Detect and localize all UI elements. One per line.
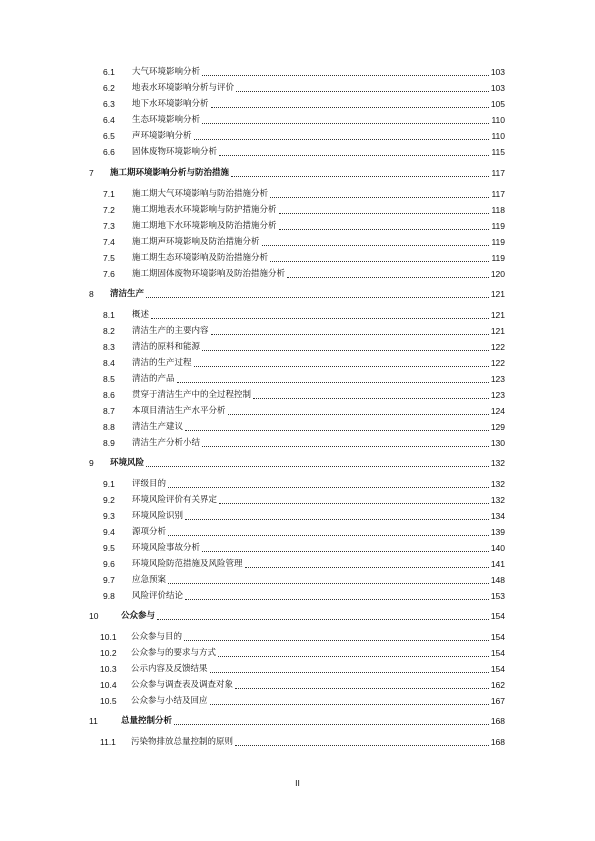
toc-entry-page: 132 [490,479,505,489]
toc-entry-title: 总量控制分析 [121,716,173,726]
toc-entry-page: 119 [491,253,505,263]
toc-leader-dots [194,365,489,367]
toc-entry-title: 清洁的生产过程 [132,358,192,368]
toc-entry-number: 8.3 [103,342,115,352]
toc-leader-dots [185,518,489,520]
toc-entry-title: 施工期生态环境影响及防治措施分析 [132,253,269,263]
toc-entry-title: 地下水环境影响分析 [132,99,209,109]
toc-entry-page: 122 [490,342,505,352]
toc-entry-page: 140 [490,543,505,553]
toc-leader-dots [228,413,489,415]
toc-entry-page: 124 [490,406,505,416]
toc-entry-number: 9.2 [103,495,115,505]
toc-entry[interactable] [0,694,595,708]
toc-entry-number: 6.4 [103,115,115,125]
toc-entry-page: 103 [490,67,505,77]
toc-entry-title: 公众参与的要求与方式 [131,648,217,658]
toc-leader-dots [210,671,489,673]
toc-leader-dots [235,744,489,746]
toc-entry-page: 168 [490,716,505,726]
toc-leader-dots [211,333,489,335]
toc-entry[interactable] [0,646,595,660]
toc-entry[interactable] [0,129,595,143]
toc-entry[interactable] [0,113,595,127]
toc-entry-page: 110 [491,115,505,125]
page-number: II [295,778,300,788]
toc-entry-page: 121 [490,326,505,336]
toc-entry[interactable] [0,456,595,470]
toc-entry[interactable] [0,678,595,692]
toc-entry-title: 清洁生产的主要内容 [132,326,209,336]
toc-entry-title: 清洁的原料和能源 [132,342,201,352]
toc-entry-number: 9.5 [103,543,115,553]
toc-entry-page: 119 [491,221,505,231]
toc-entry-page: 148 [490,575,505,585]
toc-leader-dots [219,502,489,504]
toc-entry[interactable] [0,493,595,507]
toc-entry[interactable] [0,81,595,95]
toc-entry-title: 公众参与目的 [131,632,183,642]
toc-entry[interactable] [0,541,595,555]
toc-entry[interactable] [0,557,595,571]
toc-entry-number: 7.6 [103,269,115,279]
toc-entry[interactable] [0,235,595,249]
toc-entry-page: 123 [490,390,505,400]
toc-entry[interactable] [0,573,595,587]
toc-entry-page: 121 [490,289,505,299]
toc-entry[interactable] [0,145,595,159]
toc-entry-page: 154 [490,648,505,658]
toc-entry-page: 123 [490,374,505,384]
toc-entry-number: 9.7 [103,575,115,585]
toc-entry-number: 6.5 [103,131,115,141]
toc-entry-number: 8 [89,289,94,299]
toc-leader-dots [202,122,489,124]
toc-entry[interactable] [0,436,595,450]
toc-entry-page: 130 [490,438,505,448]
toc-entry-page: 129 [490,422,505,432]
toc-entry[interactable] [0,630,595,644]
toc-entry[interactable] [0,340,595,354]
toc-leader-dots [235,687,489,689]
toc-entry-title: 清洁的产品 [132,374,175,384]
toc-leader-dots [202,550,489,552]
toc-entry-page: 168 [490,737,505,747]
toc-entry-title: 清洁生产分析小结 [132,438,201,448]
toc-entry-page: 117 [491,189,505,199]
toc-leader-dots [157,618,489,620]
toc-entry-title: 贯穿于清洁生产中的全过程控制 [132,390,252,400]
toc-entry-number: 6.3 [103,99,115,109]
toc-entry-title: 声环境影响分析 [132,131,192,141]
toc-entry-page: 119 [491,237,505,247]
toc-leader-dots [168,534,489,536]
toc-leader-dots [168,486,489,488]
toc-entry-page: 167 [490,696,505,706]
toc-leader-dots [270,196,489,198]
toc-entry[interactable] [0,267,595,281]
toc-entry-number: 9.1 [103,479,115,489]
toc-leader-dots [218,655,489,657]
toc-leader-dots [236,90,489,92]
toc-entry[interactable] [0,420,595,434]
toc-entry-number: 8.1 [103,310,115,320]
toc-entry-page: 134 [490,511,505,521]
toc-leader-dots [174,723,489,725]
toc-entry-number: 6.1 [103,67,115,77]
toc-entry-title: 公众参与小结及回应 [131,696,208,706]
toc-entry[interactable] [0,219,595,233]
toc-leader-dots [146,296,489,298]
toc-entry-number: 7.2 [103,205,115,215]
toc-entry-page: 117 [491,168,505,178]
toc-entry-number: 10.3 [100,664,117,674]
toc-entry-page: 139 [490,527,505,537]
toc-entry[interactable] [0,356,595,370]
toc-entry[interactable] [0,251,595,265]
toc-entry[interactable] [0,404,595,418]
toc-entry[interactable] [0,477,595,491]
toc-entry-number: 8.7 [103,406,115,416]
toc-leader-dots [253,397,489,399]
toc-entry-title: 环境风险评价有关界定 [132,495,218,505]
toc-leader-dots [184,639,489,641]
toc-entry-number: 10.2 [100,648,117,658]
toc-entry-title: 施工期大气环境影响与防治措施分析 [132,189,269,199]
toc-entry-title: 大气环境影响分析 [132,67,201,77]
toc-entry-title: 清洁生产 [110,289,145,299]
toc-leader-dots [211,106,489,108]
toc-entry-title: 施工期地下水环境影响及防治措施分析 [132,221,277,231]
toc-entry-title: 环境风险识别 [132,511,184,521]
toc-entry-number: 8.4 [103,358,115,368]
toc-entry-number: 8.8 [103,422,115,432]
toc-entry-number: 8.5 [103,374,115,384]
toc-entry[interactable] [0,714,595,728]
toc-entry-page: 105 [490,99,505,109]
toc-entry-number: 10.5 [100,696,117,706]
toc-entry[interactable] [0,203,595,217]
toc-entry-number: 9.4 [103,527,115,537]
toc-entry-page: 115 [491,147,505,157]
toc-entry-number: 8.6 [103,390,115,400]
toc-entry-title: 固体废物环境影响分析 [132,147,218,157]
toc-leader-dots [210,703,489,705]
toc-entry[interactable] [0,308,595,322]
toc-entry[interactable] [0,589,595,603]
toc-entry-title: 环境风险 [110,458,145,468]
toc-leader-dots [279,228,490,230]
toc-entry-title: 生态环境影响分析 [132,115,201,125]
toc-entry-title: 风险评价结论 [132,591,184,601]
toc-entry[interactable] [0,525,595,539]
toc-entry-number: 6.2 [103,83,115,93]
toc-entry-page: 153 [490,591,505,601]
toc-entry[interactable] [0,187,595,201]
toc-entry-number: 8.9 [103,438,115,448]
toc-entry-number: 9.6 [103,559,115,569]
toc-entry-page: 103 [490,83,505,93]
toc-entry-title: 地表水环境影响分析与评价 [132,83,235,93]
toc-leader-dots [231,175,489,177]
toc-leader-dots [185,598,489,600]
toc-entry[interactable] [0,65,595,79]
toc-entry[interactable] [0,287,595,301]
toc-entry-page: 162 [490,680,505,690]
toc-leader-dots [287,276,489,278]
toc-leader-dots [151,317,489,319]
toc-leader-dots [219,154,489,156]
toc-entry-number: 11 [89,716,98,726]
toc-entry-number: 7.5 [103,253,115,263]
toc-leader-dots [279,212,490,214]
toc-entry-title: 应急预案 [132,575,167,585]
toc-leader-dots [202,349,489,351]
toc-entry-number: 7 [89,168,94,178]
toc-entry-page: 120 [490,269,505,279]
toc-entry-title: 公众参与调查表及调查对象 [131,680,234,690]
toc-entry[interactable] [0,97,595,111]
toc-entry-title: 公示内容及反馈结果 [131,664,208,674]
toc-entry-page: 141 [490,559,505,569]
toc-entry-title: 清洁生产建议 [132,422,184,432]
toc-entry-title: 公众参与 [121,611,156,621]
toc-entry-number: 7.1 [103,189,115,199]
toc-leader-dots [270,260,489,262]
toc-entry[interactable] [0,372,595,386]
toc-entry-number: 10 [89,611,99,621]
toc-leader-dots [202,74,489,76]
toc-entry-title: 环境风险防范措施及风险管理 [132,559,243,569]
toc-entry-number: 6.6 [103,147,115,157]
toc-entry[interactable] [0,735,595,749]
toc-entry[interactable] [0,166,595,180]
toc-entry-number: 7.3 [103,221,115,231]
toc-entry-number: 10.1 [100,632,117,642]
toc-entry-page: 121 [490,310,505,320]
toc-leader-dots [262,244,490,246]
toc-entry-number: 7.4 [103,237,115,247]
toc-entry-number: 8.2 [103,326,115,336]
toc-entry-page: 122 [490,358,505,368]
toc-entry-title: 施工期固体废物环境影响及防治措施分析 [132,269,286,279]
toc-entry-number: 11.1 [100,737,116,747]
toc-entry-page: 154 [490,632,505,642]
toc-entry-page: 132 [490,458,505,468]
toc-entry-page: 118 [491,205,505,215]
toc-entry-number: 9 [89,458,94,468]
toc-entry-number: 9.3 [103,511,115,521]
toc-leader-dots [245,566,489,568]
toc-entry-title: 施工期声环境影响及防治措施分析 [132,237,260,247]
toc-entry[interactable] [0,609,595,623]
toc-entry-title: 本项目清洁生产水平分析 [132,406,226,416]
toc-entry-title: 环境风险事故分析 [132,543,201,553]
toc-leader-dots [146,465,489,467]
toc-entry-title: 施工期环境影响分析与防治措施 [110,168,230,178]
toc-entry-title: 施工期地表水环境影响与防护措施分析 [132,205,277,215]
toc-entry-number: 9.8 [103,591,115,601]
toc-entry-page: 154 [490,664,505,674]
toc-entry-number: 10.4 [100,680,117,690]
toc-leader-dots [168,582,489,584]
toc-leader-dots [185,429,489,431]
toc-entry-page: 132 [490,495,505,505]
toc-leader-dots [194,138,490,140]
toc-leader-dots [202,445,489,447]
toc-entry-title: 概述 [132,310,150,320]
toc-entry[interactable] [0,324,595,338]
toc-entry[interactable] [0,662,595,676]
toc-entry-title: 污染物排放总量控制的原则 [131,737,234,747]
toc-entry[interactable] [0,388,595,402]
toc-entry-page: 110 [491,131,505,141]
toc-entry-title: 评级目的 [132,479,167,489]
toc-entry-title: 源项分析 [132,527,167,537]
toc-leader-dots [177,381,489,383]
toc-entry[interactable] [0,509,595,523]
toc-entry-page: 154 [490,611,505,621]
